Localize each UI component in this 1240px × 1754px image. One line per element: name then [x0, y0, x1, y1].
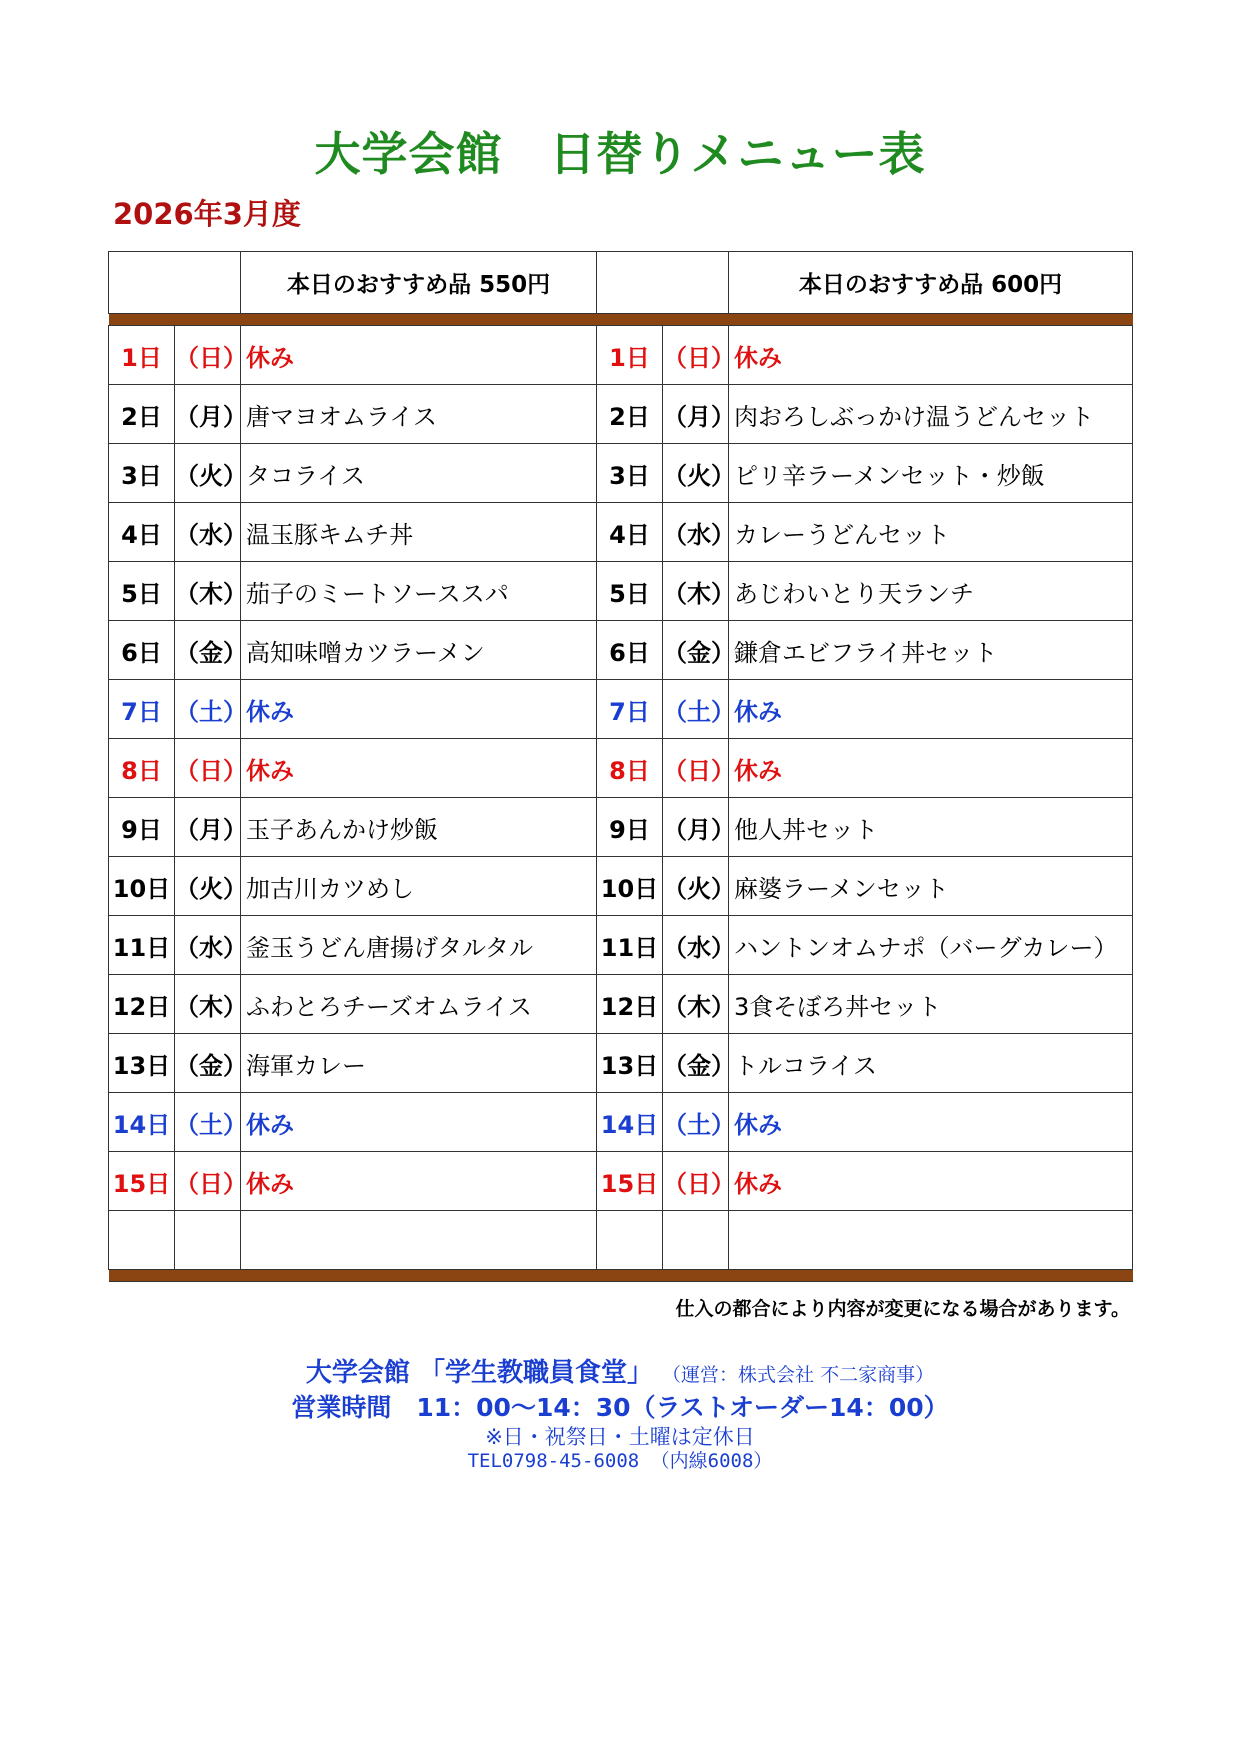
menu-550-cell: ふわとろチーズオムライス [241, 975, 597, 1034]
menu-row [109, 916, 1133, 975]
day-cell: 11日 [109, 916, 175, 975]
day-cell: 1日 [109, 326, 175, 385]
menu-row [109, 621, 1133, 680]
business-hours: 営業時間 11：00～14：30（ラストオーダー14：00） [291, 1393, 949, 1422]
menu-600-cell: カレーうどんセット [729, 503, 1133, 562]
header-550: 本日のおすすめ品 550円 [241, 252, 597, 314]
header-blank [109, 252, 241, 314]
day-cell: 10日 [109, 857, 175, 916]
header-600: 本日のおすすめ品 600円 [729, 252, 1133, 314]
menu-row [109, 1152, 1133, 1211]
day-cell: 14日 [597, 1093, 663, 1152]
menu-row [109, 857, 1133, 916]
day-cell: 13日 [109, 1034, 175, 1093]
phone: TEL0798-45-6008 （内線6008） [467, 1450, 773, 1472]
menu-600-cell: 休み [729, 326, 1133, 385]
day-cell: 15日 [597, 1152, 663, 1211]
menu-row [109, 798, 1133, 857]
menu-row [109, 1211, 1133, 1270]
day-cell: 6日 [597, 621, 663, 680]
weekday-cell: （月） [663, 385, 729, 444]
menu-row [109, 444, 1133, 503]
menu-550-cell: 釜玉うどん唐揚げタルタル [241, 916, 597, 975]
weekday-cell: （日） [175, 739, 241, 798]
menu-600-cell: 3食そぼろ丼セット [729, 975, 1133, 1034]
menu-600-cell: ピリ辛ラーメンセット・炒飯 [729, 444, 1133, 503]
day-cell [597, 1211, 663, 1270]
weekday-cell: （月） [175, 385, 241, 444]
menu-row [109, 562, 1133, 621]
weekday-cell: （月） [175, 798, 241, 857]
day-cell: 9日 [109, 798, 175, 857]
closed-days: ※日・祝祭日・土曜は定休日 [485, 1425, 755, 1449]
day-cell: 5日 [109, 562, 175, 621]
weekday-cell: （水） [663, 503, 729, 562]
menu-600-cell: 休み [729, 1152, 1133, 1211]
day-cell: 12日 [109, 975, 175, 1034]
day-cell: 13日 [597, 1034, 663, 1093]
page-title: 大学会館 日替りメニュー表 [314, 127, 926, 181]
day-cell: 3日 [109, 444, 175, 503]
day-cell: 10日 [597, 857, 663, 916]
day-cell: 11日 [597, 916, 663, 975]
menu-550-cell: 茄子のミートソーススパ [241, 562, 597, 621]
day-cell: 1日 [597, 326, 663, 385]
menu-row [109, 1034, 1133, 1093]
menu-row [109, 739, 1133, 798]
weekday-cell: （火） [663, 444, 729, 503]
day-cell: 7日 [109, 680, 175, 739]
menu-600-cell: ハントンオムナポ（バーグカレー） [729, 916, 1133, 975]
weekday-cell: （火） [175, 444, 241, 503]
menu-550-cell: 玉子あんかけ炒飯 [241, 798, 597, 857]
day-cell: 8日 [597, 739, 663, 798]
weekday-cell: （土） [175, 680, 241, 739]
month-label: 2026年3月度 [113, 197, 301, 231]
weekday-cell: （日） [663, 739, 729, 798]
menu-row [109, 1093, 1133, 1152]
day-cell: 6日 [109, 621, 175, 680]
menu-600-cell: トルコライス [729, 1034, 1133, 1093]
menu-row [109, 975, 1133, 1034]
day-cell: 9日 [597, 798, 663, 857]
day-cell: 12日 [597, 975, 663, 1034]
menu-550-cell: 高知味噌カツラーメン [241, 621, 597, 680]
menu-600-cell: 休み [729, 1093, 1133, 1152]
day-cell: 14日 [109, 1093, 175, 1152]
weekday-cell: （木） [663, 975, 729, 1034]
menu-600-cell: 麻婆ラーメンセット [729, 857, 1133, 916]
footer-divider [109, 1270, 1133, 1282]
operator: （運営：株式会社 不二家商事） [662, 1364, 935, 1386]
menu-550-cell: 唐マヨオムライス [241, 385, 597, 444]
weekday-cell: （金） [175, 621, 241, 680]
menu-600-cell: あじわいとり天ランチ [729, 562, 1133, 621]
menu-550-cell: 加古川カツめし [241, 857, 597, 916]
weekday-cell: （水） [175, 916, 241, 975]
weekday-cell: （月） [663, 798, 729, 857]
menu-row [109, 326, 1133, 385]
cafeteria-name [0, 1352, 1240, 1389]
menu-600-cell: 他人丼セット [729, 798, 1133, 857]
weekday-cell: （日） [175, 1152, 241, 1211]
cafeteria-main: 大学会館 「学生教職員食堂」 [305, 1358, 653, 1388]
weekday-cell: （火） [663, 857, 729, 916]
menu-600-cell: 休み [729, 680, 1133, 739]
weekday-cell: （金） [175, 1034, 241, 1093]
weekday-cell [663, 1211, 729, 1270]
change-note: 仕入の都合により内容が変更になる場合があります。 [675, 1298, 1130, 1320]
menu-row [109, 680, 1133, 739]
menu-550-cell: 休み [241, 680, 597, 739]
menu-600-cell: 休み [729, 739, 1133, 798]
weekday-cell: （木） [175, 562, 241, 621]
weekday-cell: （金） [663, 621, 729, 680]
day-cell: 15日 [109, 1152, 175, 1211]
menu-row [109, 503, 1133, 562]
weekday-cell: （土） [663, 680, 729, 739]
menu-550-cell: 休み [241, 326, 597, 385]
weekday-cell: （木） [175, 975, 241, 1034]
header-blank [597, 252, 729, 314]
day-cell: 8日 [109, 739, 175, 798]
weekday-cell: （水） [175, 503, 241, 562]
weekday-cell: （土） [663, 1093, 729, 1152]
menu-row [109, 385, 1133, 444]
weekday-cell: （水） [663, 916, 729, 975]
menu-550-cell: タコライス [241, 444, 597, 503]
day-cell: 2日 [109, 385, 175, 444]
weekday-cell [175, 1211, 241, 1270]
day-cell: 5日 [597, 562, 663, 621]
day-cell: 3日 [597, 444, 663, 503]
menu-550-cell: 海軍カレー [241, 1034, 597, 1093]
menu-550-cell: 休み [241, 1152, 597, 1211]
menu-table [108, 251, 1133, 1282]
menu-550-cell: 温玉豚キムチ丼 [241, 503, 597, 562]
menu-550-cell: 休み [241, 739, 597, 798]
day-cell: 2日 [597, 385, 663, 444]
weekday-cell: （土） [175, 1093, 241, 1152]
menu-550-cell [241, 1211, 597, 1270]
weekday-cell: （日） [663, 326, 729, 385]
weekday-cell: （日） [175, 326, 241, 385]
weekday-cell: （木） [663, 562, 729, 621]
menu-600-cell [729, 1211, 1133, 1270]
table-header-row [109, 252, 1133, 314]
day-cell: 4日 [109, 503, 175, 562]
menu-600-cell: 鎌倉エビフライ丼セット [729, 621, 1133, 680]
menu-600-cell: 肉おろしぶっかけ温うどんセット [729, 385, 1133, 444]
day-cell: 4日 [597, 503, 663, 562]
weekday-cell: （金） [663, 1034, 729, 1093]
menu-550-cell: 休み [241, 1093, 597, 1152]
weekday-cell: （火） [175, 857, 241, 916]
weekday-cell: （日） [663, 1152, 729, 1211]
day-cell: 7日 [597, 680, 663, 739]
header-divider [109, 314, 1133, 326]
day-cell [109, 1211, 175, 1270]
